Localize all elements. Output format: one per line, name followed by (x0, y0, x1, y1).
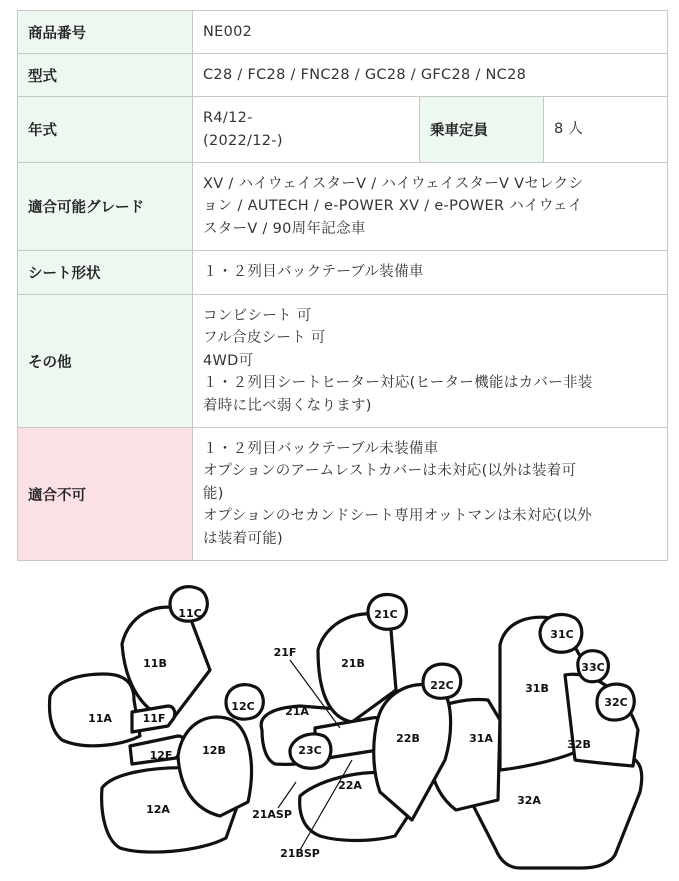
part-label-12A: 12A (146, 803, 170, 816)
part-label-31C: 31C (550, 628, 574, 641)
part-label-12B: 12B (202, 744, 226, 757)
label-product-number: 商品番号 (18, 11, 193, 54)
part-label-22B: 22B (396, 732, 420, 745)
grade-line: スターV / 90周年記念車 (203, 220, 366, 237)
part-label-32A: 32A (517, 794, 541, 807)
grade-line: XV / ハイウェイスターV / ハイウェイスターV Vセレクシ (203, 175, 584, 192)
value-capacity: 8 人 (544, 97, 668, 163)
value-year (193, 97, 420, 163)
incompatible-line: オプションのセカンドシート専用オットマンは未対応(以外 (203, 508, 593, 525)
part-label-33C: 33C (581, 661, 605, 674)
part-label-32C: 32C (604, 696, 628, 709)
leader-21ASP (278, 782, 296, 808)
seat-parts-diagram (0, 570, 679, 881)
part-label-11A: 11A (88, 712, 112, 725)
part-label-32B: 32B (567, 738, 591, 751)
grade-line: ョン / AUTECH / e-POWER XV / e-POWER ハイウェイ (203, 198, 583, 215)
row-product-number (18, 11, 668, 54)
value-seat-type: １・２列目バックテーブル装備車 (193, 251, 668, 295)
other-line: 4WD可 (203, 352, 254, 369)
row-other (18, 295, 668, 428)
seat-part-11A (50, 674, 141, 746)
row-year (18, 97, 668, 163)
part-label-11B: 11B (143, 657, 167, 670)
incompatible-line: 能) (203, 485, 224, 502)
value-grade (193, 163, 668, 251)
other-line: コンビシート 可 (203, 307, 312, 324)
label-other: その他 (18, 295, 193, 428)
value-other (193, 295, 668, 428)
part-label-21A: 21A (285, 705, 309, 718)
incompatible-line: オプションのアームレストカバーは未対応(以外は装着可 (203, 463, 577, 480)
incompatible-line: は装着可能) (203, 530, 283, 547)
label-capacity: 乗車定員 (420, 97, 544, 163)
label-incompatible: 適合不可 (18, 428, 193, 561)
value-incompatible (193, 428, 668, 561)
part-label-23C: 23C (298, 744, 322, 757)
row-grade (18, 163, 668, 251)
label-grade: 適合可能グレード (18, 163, 193, 251)
year-line: R4/12- (203, 110, 253, 126)
part-label-12C: 12C (231, 700, 255, 713)
label-seat-type: シート形状 (18, 251, 193, 295)
part-label-31B: 31B (525, 682, 549, 695)
part-label-22C: 22C (430, 679, 454, 692)
other-line: １・２列目シートヒーター対応(ヒーター機能はカバー非装 (203, 375, 593, 392)
spec-table (17, 10, 668, 561)
part-label-12E: 12E (149, 749, 173, 762)
row-seat-type (18, 251, 668, 295)
other-line: 着時に比べ弱くなります) (203, 397, 372, 414)
label-model: 型式 (18, 54, 193, 97)
part-label-21BSP: 21BSP (280, 847, 320, 860)
label-year: 年式 (18, 97, 193, 163)
row-model (18, 54, 668, 97)
part-label-21ASP: 21ASP (252, 808, 292, 821)
part-label-11C: 11C (178, 607, 202, 620)
part-label-31A: 31A (469, 732, 493, 745)
other-line: フル合皮シート 可 (203, 330, 326, 347)
part-label-21C: 21C (374, 608, 398, 621)
part-label-22A: 22A (338, 779, 362, 792)
part-label-21F: 21F (273, 646, 297, 659)
year-line: (2022/12-) (203, 132, 283, 149)
value-model: C28 / FC28 / FNC28 / GC28 / GFC28 / NC28 (193, 54, 668, 97)
part-label-11F: 11F (142, 712, 166, 725)
part-label-21B: 21B (341, 657, 365, 670)
incompatible-line: １・２列目バックテーブル未装備車 (203, 440, 439, 457)
value-product-number: NE002 (193, 11, 668, 54)
row-incompatible (18, 428, 668, 561)
